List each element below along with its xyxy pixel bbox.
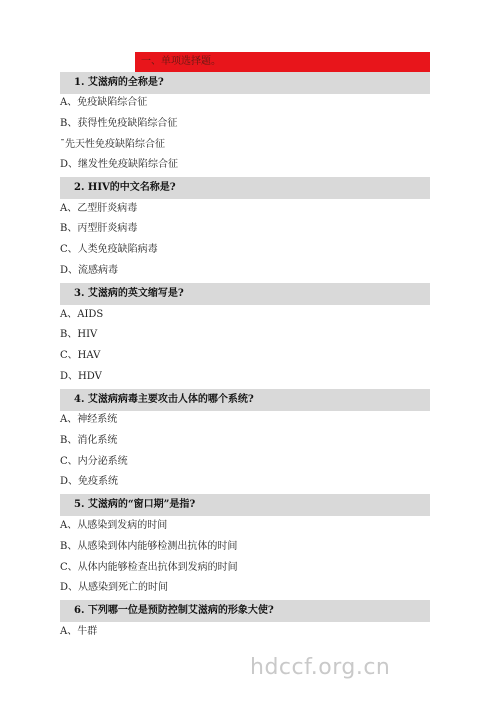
- question-2-option-b: B、丙型肝炎病毒: [60, 223, 138, 234]
- question-2-option-c: C、人类免疫缺陷病毒: [60, 244, 158, 255]
- question-1: 1. 艾滋病的全称是?: [60, 72, 430, 94]
- question-3: 3. 艾滋病的英文缩写是?: [60, 283, 430, 305]
- question-5: 5. 艾滋病的“窗口期”是指?: [60, 494, 430, 516]
- question-5-option-c: C、从体内能够检查出抗体到发病的时间: [60, 562, 238, 573]
- question-3-option-c: C、HAV: [60, 350, 101, 361]
- question-4: 4. 艾滋病病毒主要攻击人体的哪个系统?: [60, 389, 430, 411]
- question-4-option-b: B、消化系统: [60, 435, 118, 446]
- question-2-option-a: A、乙型肝炎病毒: [60, 203, 138, 214]
- question-3-option-d: D、HDV: [60, 371, 102, 382]
- question-1-option-b: B、获得性免疫缺陷综合征: [60, 118, 178, 129]
- question-2-option-d: D、流感病毒: [60, 265, 119, 276]
- question-6-option-a: A、牛群: [60, 626, 98, 637]
- question-1-option-c: ¯先天性免疫缺陷综合征: [60, 139, 165, 150]
- question-5-option-b: B、从感染到体内能够检测出抗体的时间: [60, 541, 238, 552]
- section-title: 一、单项选择题。: [135, 52, 430, 72]
- question-3-option-b: B、HIV: [60, 329, 98, 340]
- question-4-option-c: C、内分泌系统: [60, 456, 128, 467]
- question-4-option-a: A、神经系统: [60, 414, 118, 425]
- question-3-option-a: A、AIDS: [60, 309, 104, 320]
- question-2: 2. HIV的中文名称是?: [60, 177, 430, 199]
- question-1-option-a: A、免疫缺陷综合征: [60, 97, 148, 108]
- watermark: hdccf.org.cn: [250, 655, 391, 680]
- question-6: 6. 下列哪一位是预防控制艾滋病的形象大使?: [60, 600, 430, 622]
- question-1-option-d: D、继发性免疫缺陷综合征: [60, 159, 179, 170]
- question-5-option-d: D、从感染到死亡的时间: [60, 582, 169, 593]
- question-4-option-d: D、免疫系统: [60, 476, 119, 487]
- question-5-option-a: A、从感染到发病的时间: [60, 520, 168, 531]
